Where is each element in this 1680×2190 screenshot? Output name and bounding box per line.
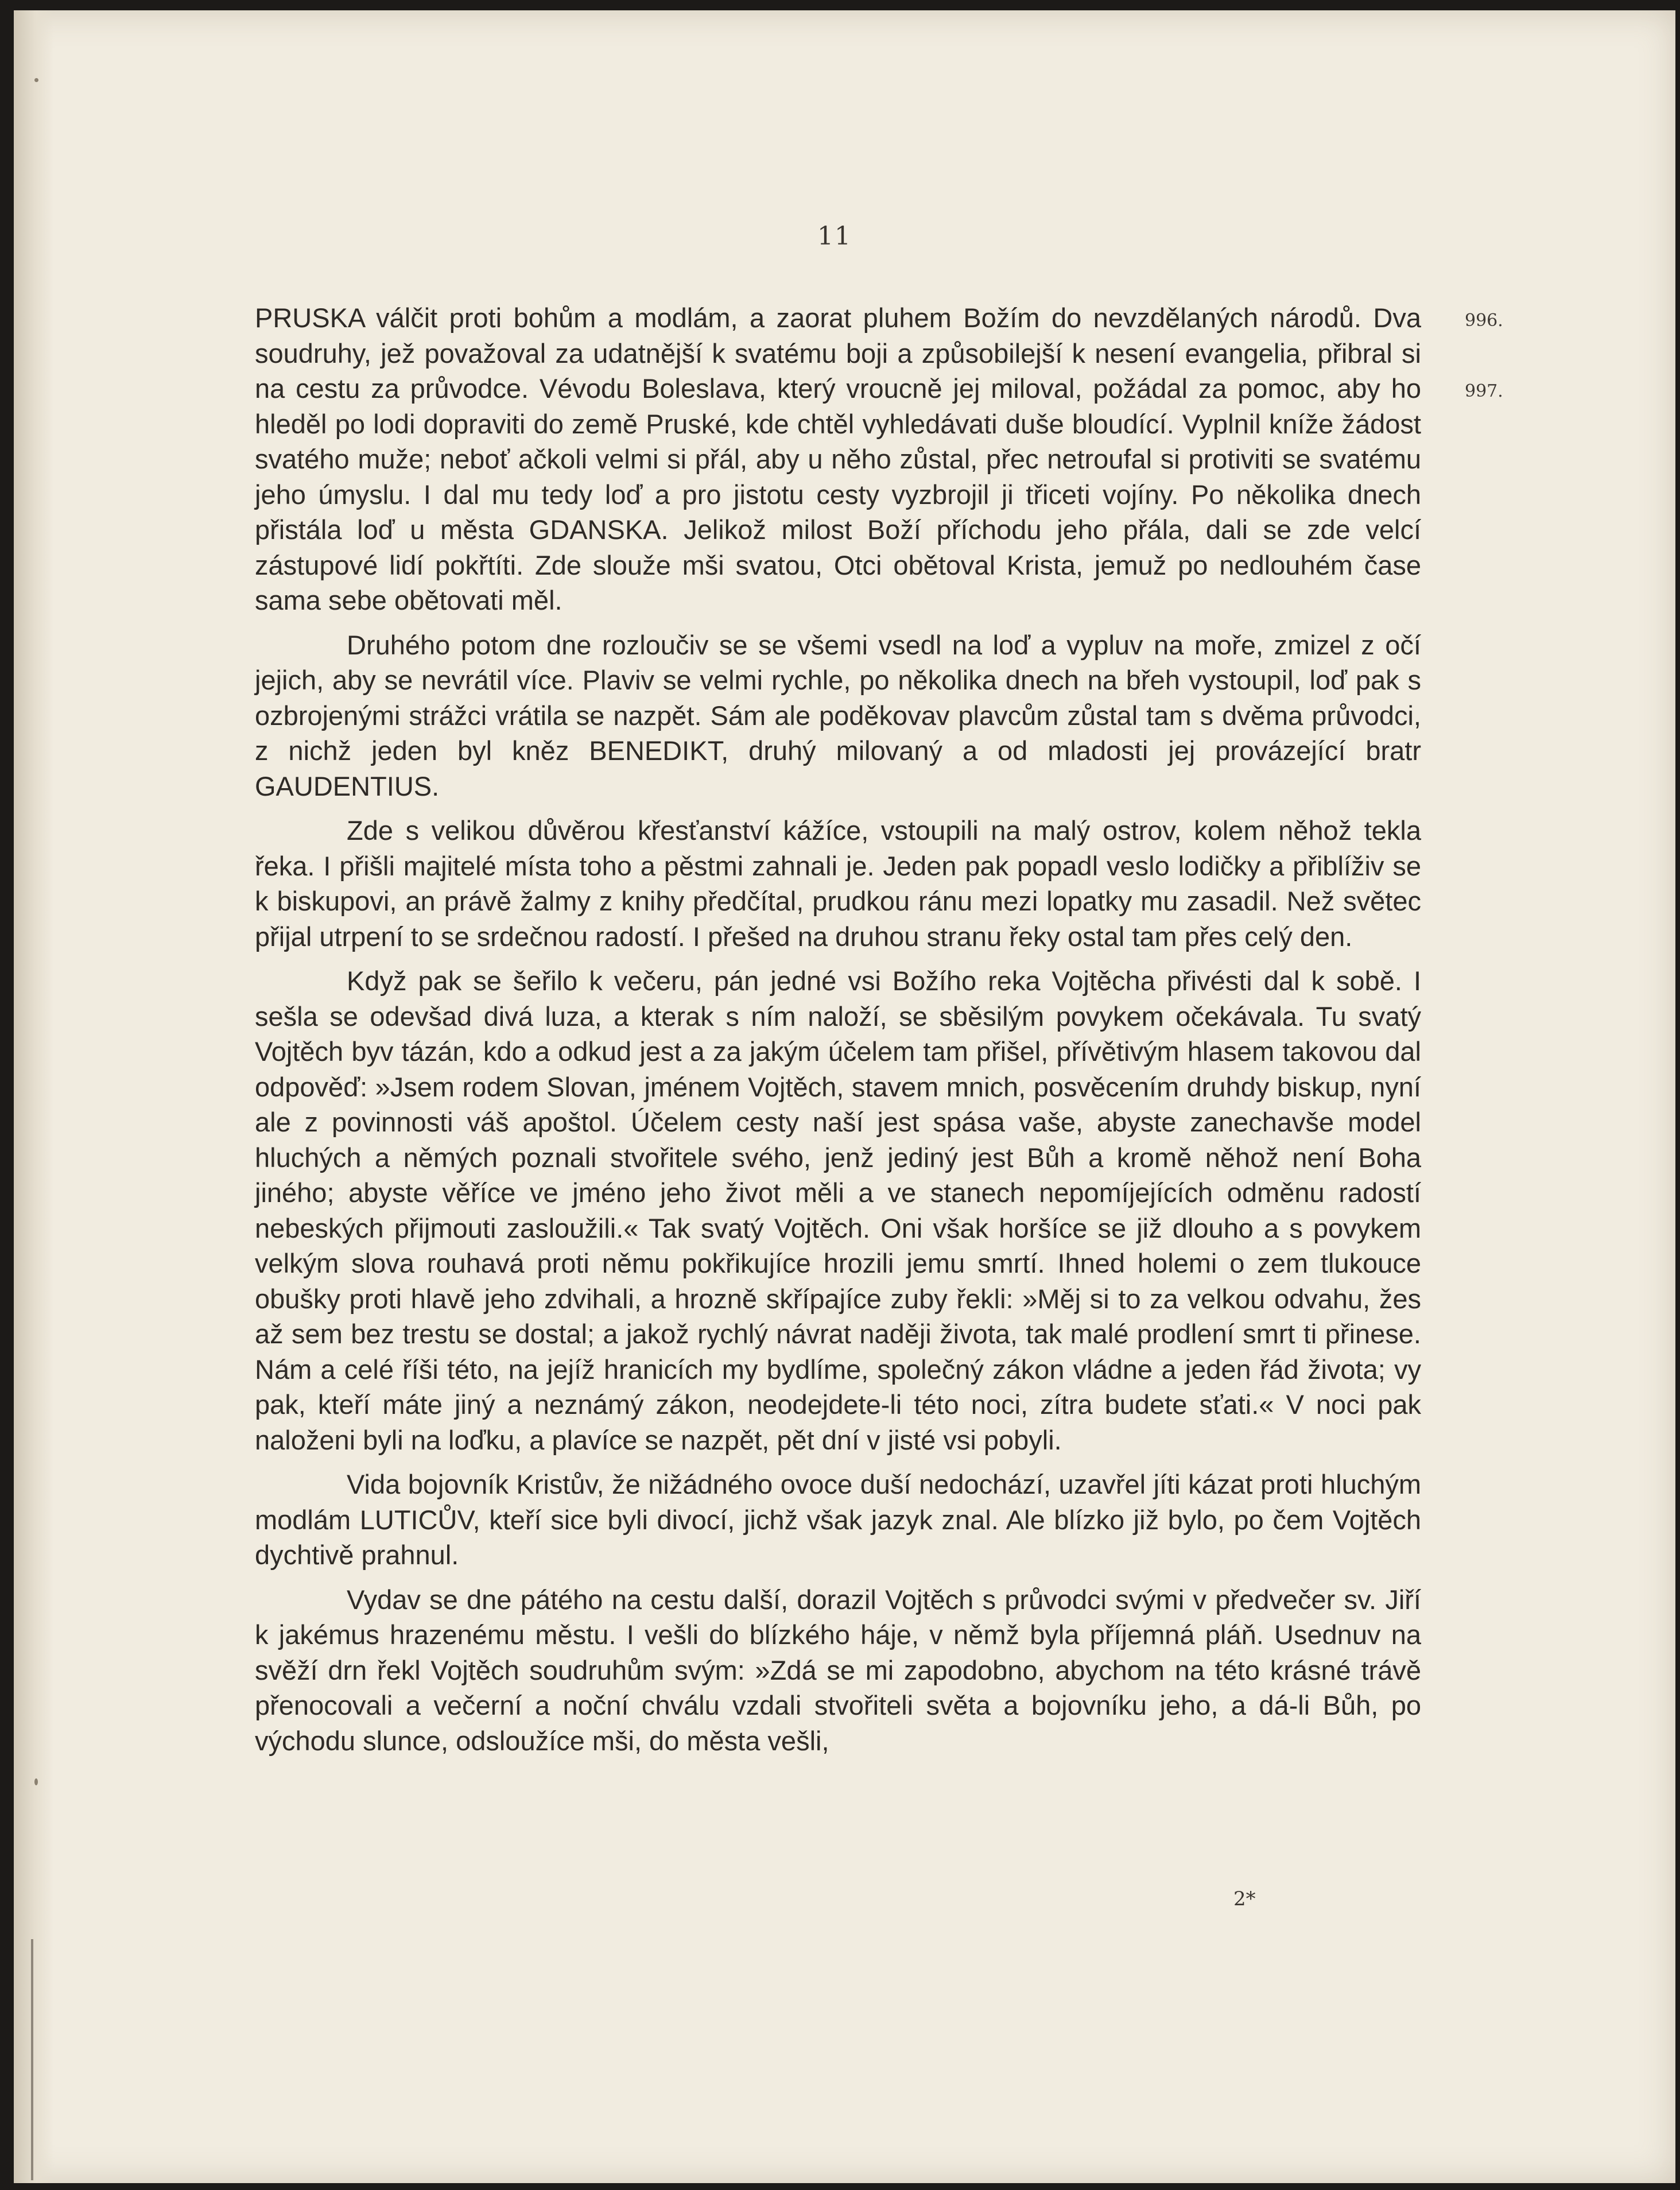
paragraph: Vydav se dne pátého na cestu další, dorazil Vojtěch s průvodci svými v předvečer sv. Jiří k jakémus hrazenému městu. I vešli do blízkého háje, v němž byla příjemná pláň. Usednuv na svěží drn řekl Vojtěch soudruhům svým: »Zdá se mi zapodobno, abychom na této krásné trávě přenocovali a večerní a noční chválu vzdali stvořiteli světa a bojovníku jeho, a dá-li Bůh, po východu slunce, odsloužíce mši, do města vešli, [255,1584,1421,1756]
paragraph: Když pak se šeřilo k večeru, pán jedné vsi Božího reka Vojtěcha přivésti dal k sobě. I sešla se odevšad divá luza, a kterak s ním naloží, se sběsilým povykem očekávala. Tu svatý Vojtěch byv tázán, kdo a odkud jest a za jakým účelem tam přišel, přívětivým hlasem takovou dal odpověď: »Jsem rodem Slovan, jménem Vojtěch, stavem mnich, posvěcením druhdy biskup, nyní ale z povinnosti váš apoštol. Účelem cesty naší jest spása vaše, abyste zanechavše model hluchých a němých poznali stvořitele svého, jenž jediný jest Bůh a kromě něhož není Boha jiného; abyste věříce ve jméno jeho život měli a ve stanech nepomíjejících odměnu radostí nebeských přijmouti zasloužili.« Tak svatý Vojtěch. Oni však horšíce se již dlouho a s povykem velkým slova rouhavá proti němu pokřikujíce hrozili jemu smrtí. Ihned holemi o zem tlukouce obušky proti hlavě jeho zdvihali, a hrozně skřípajíce zuby řekli: »Měj si to za velkou odvahu, žes až sem bez trestu se dostal; a jakož rychlý návrat naději života, tak malé prodlení smrt ti přinese. Nám a celé říši této, na jejíž hranicích my bydlíme, společný zákon vládne a jeden řád života; vy pak, kteří máte jiný a neznámý zákon, neodejdete-li této noci, zítra budete sťati.« V noci pak naloženi byli na loďku, a plavíce se nazpět, pět dní v jisté vsi pobyli. [255,966,1421,1455]
paragraph: Druhého potom dne rozloučiv se se všemi vsedl na loď a vypluv na moře, zmizel z očí jejich, aby se nevrátil více. Plaviv se velmi rychle, po několika dnech na břeh vystoupil, loď pak s ozbrojenými strážci vrátila se nazpět. Sám ale poděkovav plavcům zůstal tam s dvěma průvodci, z nichž jeden byl kněz BENEDIKT, druhý milovaný a od mladosti jej provázející bratr GAUDENTIUS. [255,629,1421,801]
paragraph: PRUSKA válčit proti bohům a modlám, a zaorat pluhem Božím do nevzdělaných národů. Dva soudruhy, jež považoval za udatnější k svatému boji a způsobilejší k nesení evangelia, přibral si na cestu za průvodce. Vévodu Boleslava, který vroucně jej miloval, požádal za pomoc, aby ho hleděl po lodi dopraviti do země Pruské, kde chtěl vyhledávati duše bloudící. Vyplnil kníže žádost svatého muže; neboť ačkoli velmi si přál, aby u něho zůstal, přec netroufal si protiviti se svatému jeho úmyslu. I dal mu tedy loď a pro jistotu cesty vyzbrojil ji třiceti vojíny. Po několika dnech přistála loď u města GDANSKA. Jelikož milost Boží příchodu jeho přála, dali se zde velcí zástupové lidí pokřtíti. Zde slouže mši svatou, Otci obětoval Krista, jemuž po nedlouhém čase sama sebe obětovati měl. [255,303,1421,615]
gutter-binding-mark [31,1939,33,2180]
paragraph: Vida bojovník Kristův, že nižádného ovoce duší nedochází, uzavřel jíti kázat proti hluchým modlám LUTICŮV, kteří sice byli divocí, jichž však jazyk znal. Ale blízko již bylo, po čem Vojtěch dychtivě prahnul. [255,1469,1421,1570]
page-number: 11 [817,222,852,251]
body-text [255,300,1421,1767]
binding-gutter [14,10,54,2183]
paragraph: Zde s velikou důvěrou křesťanství kážíce, vstoupili na malý ostrov, kolem něhož tekla řeka. I přišli majitelé místa toho a pěstmi zahnali je. Jeden pak popadl veslo lodičky a přiblíživ se k biskupovi, an právě žalmy z knihy předčítal, prudkou ránu mezi lopatky mu zasadil. Než světec přijal utrpení to se srdečnou radostí. I přešed na druhou stranu řeky ostal tam přes celý den. [255,815,1421,952]
margin-year-note: 997. [1465,381,1503,401]
margin-year-note: 996. [1465,311,1503,331]
book-page [14,10,1675,2183]
paper-speck [34,78,38,82]
printer-signature-mark: 2* [1233,1887,1256,1910]
paper-speck [34,1778,38,1785]
